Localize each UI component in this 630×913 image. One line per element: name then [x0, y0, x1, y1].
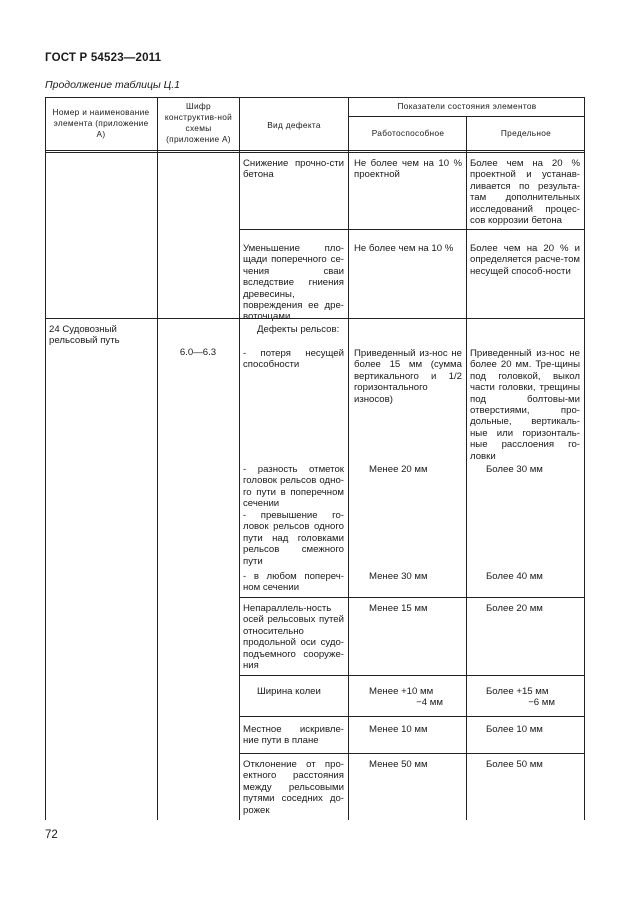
table-right-border — [584, 97, 585, 820]
column-divider — [157, 97, 158, 820]
element-name-cell: 24 Судовозный рельсовый путь — [49, 324, 120, 347]
workable-cell: Не более чем на 10 % — [354, 243, 454, 254]
row-divider — [239, 716, 585, 717]
scheme-code-cell: 6.0—6.3 — [179, 347, 217, 358]
header-workable: Работоспособное — [371, 128, 445, 138]
defect-cell: Отклонение от про-ектного расстояния между рельсовыми путями соседних до-рожек — [243, 759, 344, 816]
workable-cell: Менее +10 мм — [369, 686, 434, 697]
limit-cell: Более 30 мм — [486, 464, 543, 475]
column-divider — [348, 97, 349, 820]
limit-cell: Более 50 мм — [486, 759, 543, 770]
defects-title: Дефекты рельсов: — [257, 324, 340, 335]
limit-cell: Более 40 мм — [486, 571, 543, 582]
header-condition-indicators: Показатели состояния элементов — [397, 101, 537, 111]
limit-cell: −6 мм — [528, 697, 555, 708]
defect-cell: Уменьшение пло-щади поперечного се-чения сваи вследствие гниения древесины, повреждения ее дре-воточцами — [243, 243, 344, 323]
workable-cell: −4 мм — [416, 697, 443, 708]
workable-cell: Приведенный из-нос не более 15 мм (сумма вертикального и 1/2 горизонтального износов) — [354, 348, 462, 405]
table-left-border — [45, 97, 46, 820]
row-divider — [239, 675, 585, 676]
document-header: ГОСТ Р 54523—2011 — [45, 52, 162, 64]
workable-cell: Менее 10 мм — [369, 724, 428, 735]
column-divider — [466, 116, 467, 820]
column-divider — [239, 97, 240, 820]
row-divider — [239, 753, 585, 754]
workable-cell: Менее 30 мм — [369, 571, 428, 582]
defect-cell: - разность отметок головок рельсов одно-го пути в поперечном сечении — [243, 464, 344, 510]
workable-cell: Не более чем на 10 % проектной — [354, 158, 462, 181]
workable-cell: Менее 15 мм — [369, 603, 428, 614]
workable-cell: Менее 50 мм — [369, 759, 428, 770]
workable-cell: Менее 20 мм — [369, 464, 428, 475]
limit-cell: Более +15 мм — [486, 686, 549, 697]
defect-cell: - превышение го-ловок рельсов одного пути над головками рельсов смежного пути — [243, 510, 344, 567]
limit-cell: Более 10 мм — [486, 724, 543, 735]
defects-table — [45, 97, 585, 820]
header-bottom-border — [45, 150, 585, 151]
defect-cell: Ширина колеи — [257, 686, 321, 697]
limit-cell: Более 20 мм — [486, 603, 543, 614]
table-top-border — [45, 97, 585, 98]
header-scheme-code: Шифр конструктив-ной схемы (приложение А) — [164, 101, 233, 144]
header-limit: Предельное — [500, 128, 552, 138]
defect-cell: - в любом попереч-ном сечении — [243, 571, 344, 594]
defect-cell: Непараллель-ность осей рельсовых путей относительно продольной оси судо-подъемного сооруже-ния — [243, 603, 344, 672]
limit-cell: Более чем на 20 % и определяется расче-том несущей способ-ности — [470, 243, 580, 277]
row-divider — [45, 152, 585, 153]
row-divider — [239, 597, 585, 598]
header-element-name: Номер и наименование элемента (приложение А) — [52, 107, 150, 139]
table-caption: Продолжение таблицы Ц.1 — [45, 79, 181, 91]
defect-cell: Местное искривле-ние пути в плане — [243, 724, 344, 747]
defect-cell: - потеря несущей способности — [243, 348, 344, 371]
header-defect-type: Вид дефекта — [267, 120, 321, 130]
defect-cell: Снижение прочно-сти бетона — [243, 158, 344, 181]
row-divider — [239, 229, 585, 230]
limit-cell: Более чем на 20 % проектной и устанав-ливается по результа-там дополнительных исследований процес-сов коррозии бетона — [470, 158, 580, 227]
limit-cell: Приведенный из-нос не более 20 мм. Тре-щины под головкой, выкол части головки, трещины под болтовы-ми отверстиями, про-дольные, вертикаль-ные или горизонталь-ные расслоения го-ловки — [470, 348, 580, 462]
page-number: 72 — [45, 829, 58, 841]
